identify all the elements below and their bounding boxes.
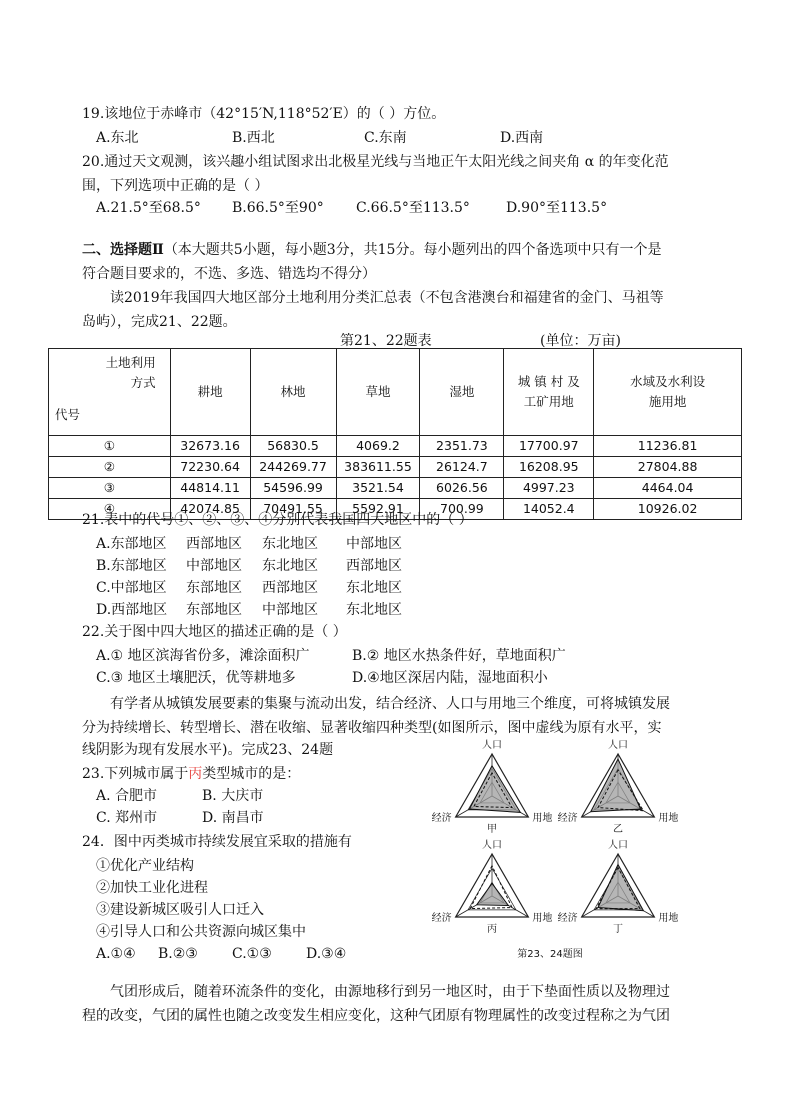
axis-label-population: 人口 (482, 740, 502, 751)
table-cell: 2351.73 (420, 436, 504, 457)
q20-option-c: C.66.5°至113.5° (356, 200, 470, 216)
table-corner-cell (49, 349, 171, 436)
q20-option-b: B.66.5°至90° (232, 200, 324, 216)
table-cell: 10926.02 (594, 499, 742, 520)
q22-stem: 22.关于图中四大地区的描述正确的是（ ） (82, 624, 347, 640)
table-cell: 6026.56 (420, 478, 504, 499)
q19-stem: 19.该地位于赤峰市（42°15′N,118°52′E）的（ ）方位。 (82, 106, 446, 122)
figure-caption: 第23、24题图 (517, 949, 583, 960)
table-row (49, 457, 742, 478)
radar-chart (432, 838, 553, 935)
q22-option-b: B.② 地区水热条件好，草地面积广 (352, 648, 566, 664)
chart-label: 丙 (487, 924, 497, 935)
table-cell: 4997.23 (504, 478, 594, 499)
table-row (49, 436, 742, 457)
row-code: ① (49, 436, 171, 457)
q23-stem-highlight: 丙 (188, 766, 203, 782)
q24-option-a: A.①④ (96, 946, 136, 962)
header-urban (504, 349, 594, 436)
q19-option-a: A.东北 (96, 130, 139, 146)
radar-chart (432, 738, 553, 835)
axis-label-economy: 经济 (557, 813, 578, 824)
header-water (594, 349, 742, 436)
row-code: ② (49, 457, 171, 478)
q24-option-d: D.③④ (306, 946, 347, 962)
radar-current-level (598, 865, 643, 911)
axis-label-economy: 经济 (431, 813, 452, 824)
q23-stem-post: 类型城市的是： (202, 766, 301, 782)
q23-option-b: B. 大庆市 (202, 788, 264, 804)
table-cell: 42074.85 (170, 499, 250, 520)
q19-option-b: B.西北 (232, 130, 275, 146)
table-cell: 26124.7 (420, 457, 504, 478)
table-cell: 44814.11 (170, 478, 250, 499)
q19-option-c: C.东南 (364, 130, 407, 146)
q21-option-a-part: A.东部地区 (96, 536, 167, 552)
q21-option-c-part: C.中部地区 (96, 580, 167, 596)
intro23-line2: 分为持续增长、转型增长、潜在收缩、显著收缩四种类型(如图所示，图中虚线为原有水平，实 (82, 720, 662, 736)
header-forest: 林地 (250, 349, 336, 436)
q19-option-d: D.西南 (500, 130, 544, 146)
section2-desc-line1: （本大题共5小题，每小题3分，共15分。每小题列出的四个备选项中只有一个是 (163, 242, 662, 258)
q21-option-d-part: 中部地区 (262, 602, 318, 618)
intro21-line1: 读2019年我国四大地区部分土地利用分类汇总表（不包含港澳台和福建省的金门、马祖等 (110, 290, 664, 306)
q20-stem-line1: 20.通过天文观测，该兴趣小组试图求出北极星光线与当地正午太阳光线之间夹角 α 的年变化范 (82, 154, 669, 170)
corner-top-line2: 方式 (130, 375, 156, 390)
axis-label-land: 用地 (658, 813, 679, 824)
q23-option-d: D. 南昌市 (202, 810, 264, 826)
table-cell: 14052.4 (504, 499, 594, 520)
q20-stem-line2: 围，下列选项中正确的是（ ） (82, 178, 269, 194)
radar-chart (558, 738, 679, 835)
q21-option-b-part: 中部地区 (186, 558, 242, 574)
q21-option-c-part: 东北地区 (346, 580, 402, 596)
q21-option-a-part: 西部地区 (186, 536, 242, 552)
q24-item-1: ①优化产业结构 (96, 858, 194, 874)
table-cell: 383611.55 (336, 457, 420, 478)
axis-label-economy: 经济 (431, 913, 452, 924)
table-cell: 700.99 (420, 499, 504, 520)
header-water-line1: 水域及水利设 (630, 374, 706, 389)
header-water-line2: 施用地 (648, 394, 687, 409)
radar-current-level (591, 759, 641, 812)
radar-chart (558, 838, 679, 935)
table-cell: 4464.04 (594, 478, 742, 499)
axis-label-land: 用地 (658, 913, 679, 924)
corner-bottom: 代号 (55, 407, 81, 422)
axis-label-population: 人口 (608, 840, 628, 851)
row-code: ④ (49, 499, 171, 520)
table-cell: 70491.55 (250, 499, 336, 520)
q21-option-b-part: 西部地区 (346, 558, 402, 574)
q24-item-2: ②加快工业化进程 (96, 880, 208, 896)
table-cell: 72230.64 (170, 457, 250, 478)
city-type-figure (431, 736, 700, 960)
q21-option-a-part: 东北地区 (262, 536, 318, 552)
q21-option-c-part: 西部地区 (262, 580, 318, 596)
q21-option-a-part: 中部地区 (346, 536, 402, 552)
q23-stem (82, 764, 300, 784)
table-cell: 27804.88 (594, 457, 742, 478)
closing-line1: 气团形成后，随着环流条件的变化，由源地移行到另一地区时，由于下垫面性质以及物理过 (110, 984, 670, 1000)
table-header-row (49, 349, 742, 436)
q23-stem-pre: 23.下列城市属于 (82, 766, 189, 782)
axis-label-population: 人口 (482, 840, 502, 851)
q22-option-c: C.③ 地区土壤肥沃，优等耕地多 (96, 670, 296, 686)
q22-option-d: D.④地区深居内陆，湿地面积小 (352, 670, 548, 686)
intro21-line2: 岛屿），完成21、22题。 (82, 314, 237, 330)
table-unit: (单位：万亩) (540, 333, 621, 349)
section2-desc-line2: 符合题目要求的，不选、多选、错选均不得分） (82, 266, 376, 282)
q20-option-a: A.21.5°至68.5° (96, 200, 201, 216)
q21-option-d-part: 东北地区 (346, 602, 402, 618)
table-cell: 11236.81 (594, 436, 742, 457)
table-caption: 第21、22题表 (340, 333, 432, 349)
q23-option-c: C. 郑州市 (96, 810, 158, 826)
table-cell: 32673.16 (170, 436, 250, 457)
table-row (49, 478, 742, 499)
header-grassland: 草地 (336, 349, 420, 436)
q21-option-b-part: B.东部地区 (96, 558, 167, 574)
table-cell: 4069.2 (336, 436, 420, 457)
table-cell: 16208.95 (504, 457, 594, 478)
header-urban-line1: 城 镇 村 及 (517, 374, 580, 389)
header-cultivated: 耕地 (170, 349, 250, 436)
chart-label: 丁 (613, 924, 623, 935)
table-cell: 54596.99 (250, 478, 336, 499)
axis-label-land: 用地 (532, 813, 553, 824)
table-cell: 56830.5 (250, 436, 336, 457)
q24-option-b: B.②③ (158, 946, 198, 962)
q22-option-a: A.① 地区滨海省份多，滩涂面积广 (96, 648, 310, 664)
closing-line2: 程的改变，气团的属性也随之改变发生相应变化，这种气团原有物理属性的改变过程称之为气团 (82, 1008, 670, 1024)
q24-item-4: ④引导人口和公共资源向城区集中 (96, 924, 306, 940)
intro23-line1: 有学者从城镇发展要素的集聚与流动出发，结合经济、人口与用地三个维度，可将城镇发展 (110, 696, 670, 712)
q24-stem: 24．图中丙类城市持续发展宜采取的措施有 (82, 834, 352, 850)
section2-header (82, 240, 661, 260)
q21-option-d-part: D.西部地区 (96, 602, 168, 618)
intro23-line3: 线阴影为现有发展水平)。完成23、24题 (82, 742, 334, 758)
table-cell: 17700.97 (504, 436, 594, 457)
row-code: ③ (49, 478, 171, 499)
chart-label: 甲 (487, 824, 497, 835)
chart-label: 乙 (613, 824, 623, 835)
header-wetland: 湿地 (420, 349, 504, 436)
axis-label-population: 人口 (608, 740, 628, 751)
table-cell: 5592.91 (336, 499, 420, 520)
q24-option-c: C.①③ (232, 946, 272, 962)
q21-option-d-part: 东部地区 (186, 602, 242, 618)
q23-option-a: A. 合肥市 (96, 788, 158, 804)
corner-top-line1: 土地利用 (105, 355, 156, 370)
section2-heading: 二、选择题Ⅱ (82, 242, 164, 258)
q21-option-c-part: 东部地区 (186, 580, 242, 596)
q21-option-b-part: 东北地区 (262, 558, 318, 574)
axis-label-land: 用地 (532, 913, 553, 924)
table-cell: 244269.77 (250, 457, 336, 478)
table-cell: 3521.54 (336, 478, 420, 499)
q24-item-3: ③建设新城区吸引人口迁入 (96, 902, 264, 918)
q21-stem: 21.表中的代号①、②、③、④分别代表我国四大地区中的（ ） (82, 512, 473, 528)
header-urban-line2: 工矿用地 (523, 394, 574, 409)
axis-label-economy: 经济 (557, 913, 578, 924)
q20-option-d: D.90°至113.5° (506, 200, 608, 216)
land-use-table (48, 348, 742, 520)
